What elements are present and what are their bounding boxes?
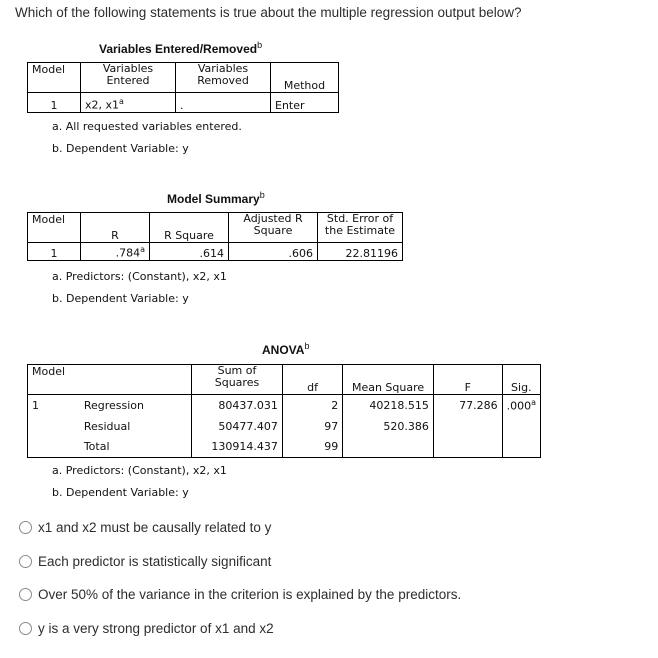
- anova-table-title: ANOVA$^b$: [262, 341, 310, 357]
- summary-cell-r-square: .614: [150, 243, 229, 261]
- anova-footnote-a: a. Predictors: (Constant), x2, x1: [52, 464, 227, 477]
- anova-footnote-b: b. Dependent Variable: y: [52, 486, 189, 499]
- vars-cell-entered: x2, x1$^a$: [81, 93, 176, 113]
- radio-button[interactable]: [19, 555, 32, 568]
- anova-cell-f-regression: 77.286: [433, 395, 502, 416]
- vars-footnote-a: a. All requested variables entered.: [52, 120, 242, 133]
- anova-cell-df-total: 99: [282, 437, 342, 458]
- anova-cell-f-total: [433, 437, 502, 458]
- answer-choice[interactable]: [19, 520, 271, 535]
- anova-row-label-total: Total: [80, 437, 192, 458]
- answer-choice-label: Over 50% of the variance in the criterion is explained by the predictors.: [38, 587, 462, 602]
- anova-cell-model-blank: [28, 416, 80, 437]
- vars-footnote-b: b. Dependent Variable: y: [52, 142, 189, 155]
- anova-cell-df-regression: 2: [282, 395, 342, 416]
- anova-header-model: Model: [28, 365, 80, 395]
- anova-cell-sig-regression: .000$^a$: [502, 395, 540, 416]
- anova-header-sig: Sig.: [502, 365, 540, 395]
- summary-cell-r: .784$^a$: [81, 243, 150, 261]
- anova-cell-ms-regression: 40218.515: [343, 395, 434, 416]
- answer-choice[interactable]: [19, 554, 271, 569]
- anova-cell-model: 1: [28, 395, 80, 416]
- anova-cell-df-residual: 97: [282, 416, 342, 437]
- anova-row-label-residual: Residual: [80, 416, 192, 437]
- anova-cell-f-residual: [433, 416, 502, 437]
- anova-cell-ss-total: 130914.437: [192, 437, 283, 458]
- vars-cell-method: Enter: [271, 93, 339, 113]
- anova-cell-ss-residual: 50477.407: [192, 416, 283, 437]
- radio-button[interactable]: [19, 588, 32, 601]
- vars-header-entered: Variables Entered: [81, 63, 176, 93]
- anova-header-f: F: [433, 365, 502, 395]
- answer-choice-label: Each predictor is statistically significant: [38, 554, 272, 569]
- answer-choice-label: y is a very strong predictor of x1 and x2: [38, 621, 274, 636]
- summary-header-r-square: R Square: [150, 213, 229, 243]
- summary-header-r: R: [81, 213, 150, 243]
- answer-choice-label: x1 and x2 must be causally related to y: [38, 520, 272, 535]
- summary-cell-std-error: 22.81196: [318, 243, 403, 261]
- summary-header-adj-r-square: Adjusted R Square: [229, 213, 318, 243]
- radio-button[interactable]: [19, 622, 32, 635]
- vars-table: [27, 62, 339, 113]
- anova-cell-ss-regression: 80437.031: [192, 395, 283, 416]
- summary-header-model: Model: [28, 213, 81, 243]
- anova-table: [27, 364, 541, 458]
- summary-footnote-a: a. Predictors: (Constant), x2, x1: [52, 270, 227, 283]
- anova-header-ss: Sum of Squares: [192, 365, 283, 395]
- summary-table-title: Model Summary$^b$: [167, 190, 265, 206]
- summary-cell-adj-r-square: .606: [229, 243, 318, 261]
- anova-cell-sig-total: [502, 437, 540, 458]
- summary-cell-model: 1: [28, 243, 81, 261]
- vars-header-method: Method: [271, 63, 339, 93]
- anova-header-blank: [80, 365, 192, 395]
- vars-cell-removed: .: [176, 93, 271, 113]
- vars-cell-model: 1: [28, 93, 81, 113]
- answer-choice[interactable]: [19, 587, 461, 602]
- anova-header-df: df: [282, 365, 342, 395]
- radio-button[interactable]: [19, 521, 32, 534]
- vars-header-model: Model: [28, 63, 81, 93]
- vars-header-removed: Variables Removed: [176, 63, 271, 93]
- anova-row-label-regression: Regression: [80, 395, 192, 416]
- anova-header-ms: Mean Square: [343, 365, 434, 395]
- summary-header-std-error: Std. Error of the Estimate: [318, 213, 403, 243]
- answer-choice[interactable]: [19, 621, 274, 636]
- question-text: Which of the following statements is true about the multiple regression output below?: [15, 5, 522, 20]
- anova-cell-model-blank: [28, 437, 80, 458]
- anova-cell-sig-residual: [502, 416, 540, 437]
- summary-footnote-b: b. Dependent Variable: y: [52, 292, 189, 305]
- summary-table: [27, 212, 403, 261]
- anova-cell-ms-residual: 520.386: [343, 416, 434, 437]
- anova-cell-ms-total: [343, 437, 434, 458]
- vars-table-title: Variables Entered/Removed$^b$: [99, 40, 263, 56]
